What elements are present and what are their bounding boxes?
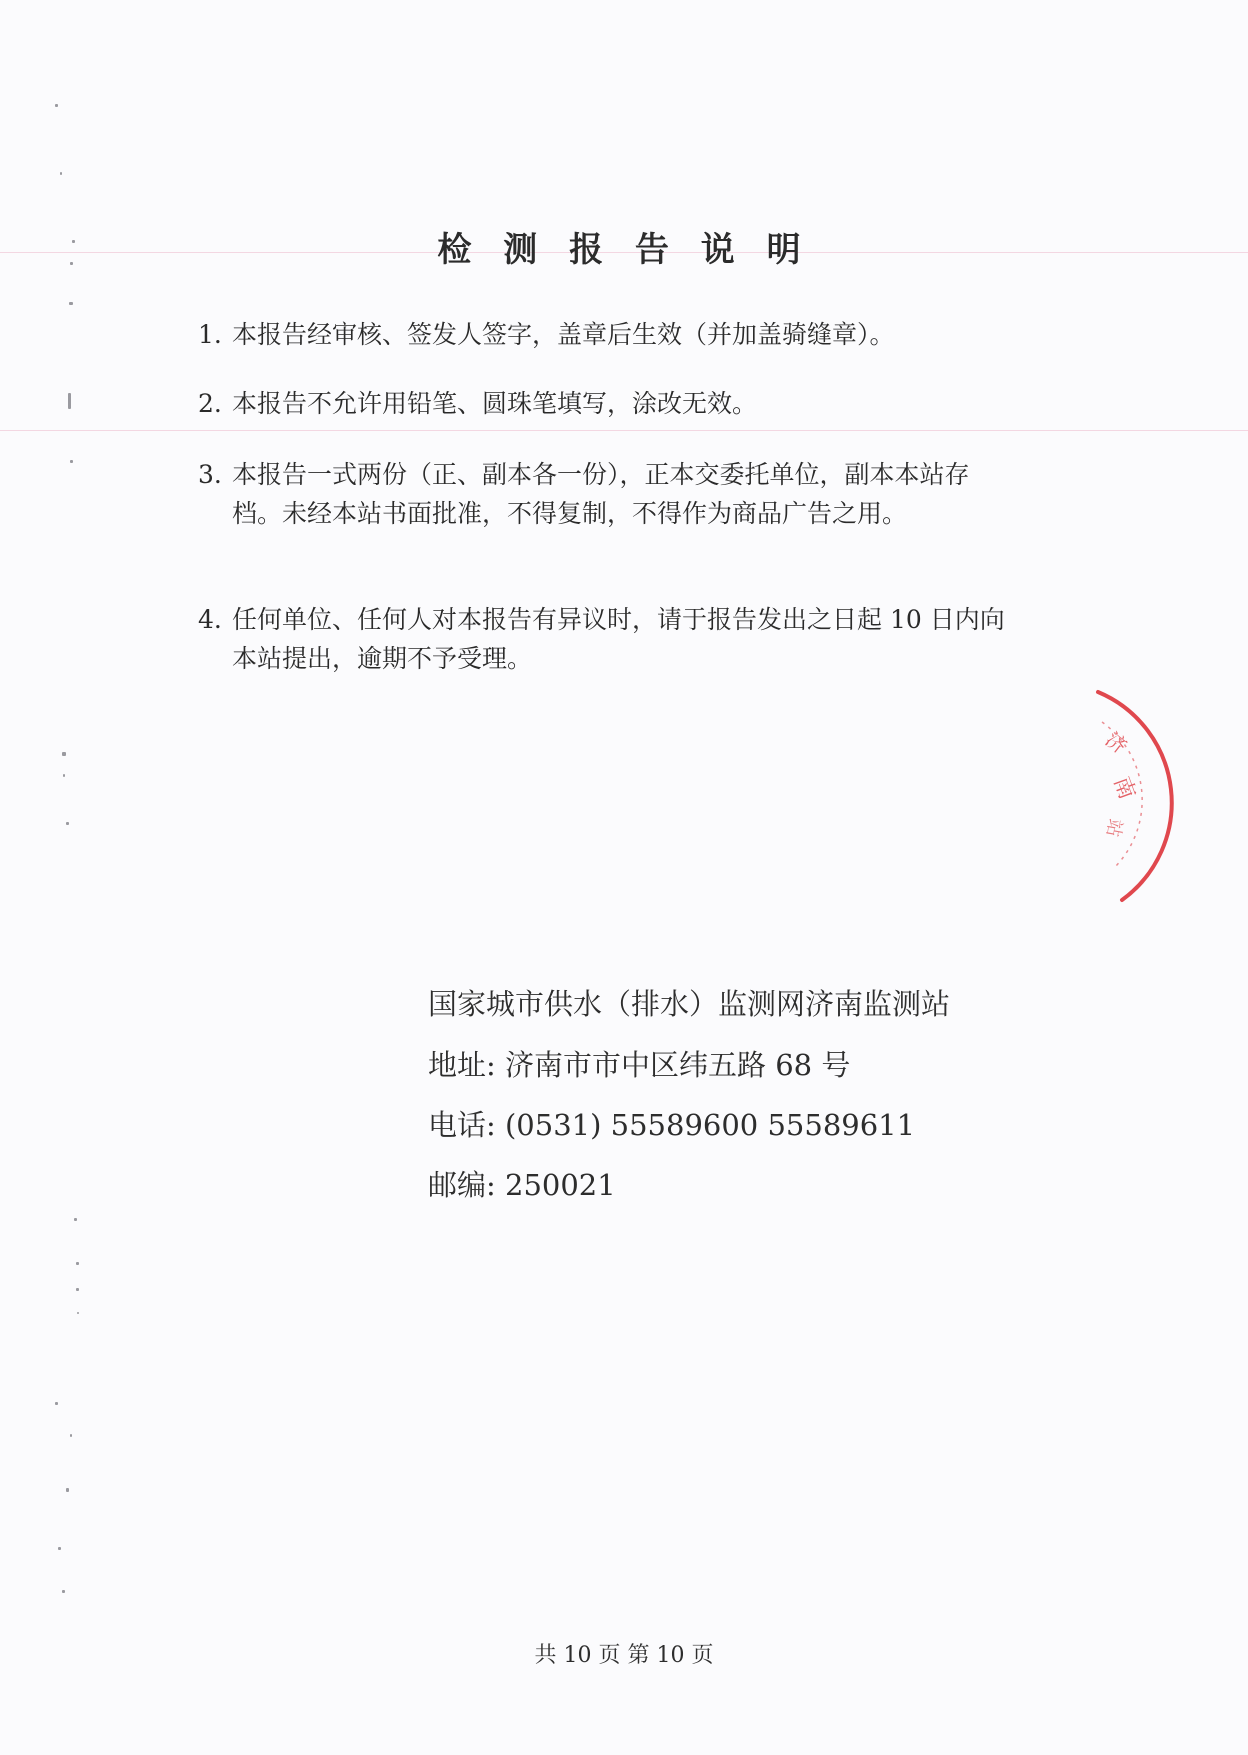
binding-hole-mark (72, 240, 75, 243)
note-text: 本报告不允许用铅笔、圆珠笔填写，涂改无效。 (232, 389, 758, 418)
binding-hole-mark (62, 752, 66, 756)
binding-hole-mark (62, 1590, 65, 1593)
contact-postcode: 邮编: 250021 (428, 1168, 616, 1202)
note-item (198, 315, 1018, 354)
binding-hole-mark (76, 1262, 79, 1265)
note-text: 本报告经审核、签发人签字，盖章后生效（并加盖骑缝章）。 (232, 320, 895, 349)
note-number: 1. (198, 320, 222, 349)
note-item (198, 455, 1018, 533)
ruled-line (0, 430, 1248, 431)
binding-hole-mark (70, 460, 73, 463)
note-item (198, 600, 1018, 678)
note-number: 3. (198, 460, 222, 489)
svg-text:站: 站 (1101, 817, 1126, 839)
page-counter: 共 10 页 第 10 页 (534, 1643, 714, 1668)
binding-hole-mark (66, 822, 69, 825)
binding-hole-mark (60, 172, 62, 175)
binding-hole-mark (68, 393, 71, 409)
note-text: 任何单位、任何人对本报告有异议时，请于报告发出之日起 10 日内向本站提出，逾期不予受理。 (232, 605, 1005, 673)
contact-phone: 电话: (0531) 55589600 55589611 (428, 1108, 916, 1142)
binding-hole-mark (69, 302, 73, 305)
note-number: 2. (198, 389, 222, 418)
binding-hole-mark (74, 1218, 77, 1221)
binding-hole-mark (63, 774, 65, 777)
binding-hole-mark (58, 1547, 61, 1550)
document-title: 检 测 报 告 说 明 (437, 230, 811, 270)
binding-hole-mark (70, 1434, 72, 1437)
contact-address: 地址: 济南市市中区纬五路 68 号 (428, 1048, 851, 1082)
binding-hole-mark (55, 104, 58, 107)
note-number: 4. (198, 605, 222, 634)
binding-hole-mark (55, 1402, 58, 1405)
organization-name: 国家城市供水（排水）监测网济南监测站 (428, 987, 951, 1021)
binding-hole-mark (66, 1488, 69, 1492)
svg-text:济: 济 (1100, 727, 1132, 759)
binding-hole-mark (76, 1288, 79, 1291)
binding-hole-mark (70, 262, 73, 265)
binding-hole-mark (77, 1312, 79, 1314)
svg-text:南: 南 (1108, 773, 1140, 803)
official-seal-fragment (1080, 680, 1248, 920)
note-item (198, 384, 1018, 423)
note-text: 本报告一式两份（正、副本各一份），正本交委托单位，副本本站存档。未经本站书面批准，不得复制，不得作为商品广告之用。 (232, 460, 970, 528)
